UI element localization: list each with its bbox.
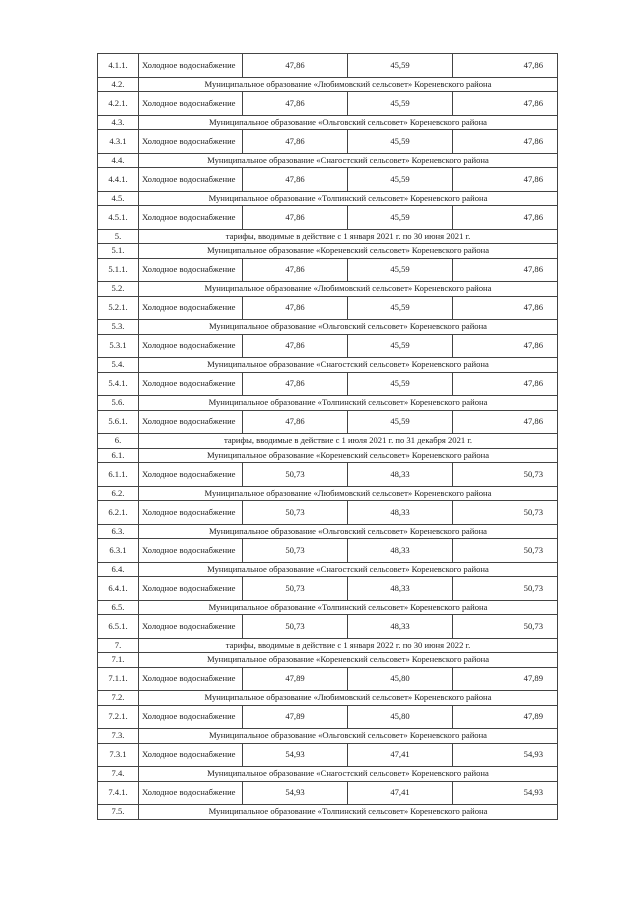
row-number: 5.2.1.	[98, 296, 139, 320]
tariff-value-2: 45,59	[348, 372, 453, 396]
tariff-value-1: 47,86	[243, 334, 348, 358]
service-name: Холодное водоснабжение	[139, 410, 243, 434]
row-number: 7.4.1.	[98, 781, 139, 805]
tariff-value-3: 47,86	[453, 410, 558, 434]
row-number: 7.5.	[98, 805, 139, 820]
row-number: 6.4.	[98, 562, 139, 577]
tariff-value-3: 50,73	[453, 615, 558, 639]
service-name: Холодное водоснабжение	[139, 615, 243, 639]
tariff-value-3: 47,86	[453, 334, 558, 358]
tariff-value-1: 47,86	[243, 130, 348, 154]
tariff-row	[98, 463, 558, 487]
tariff-table-body	[98, 54, 558, 820]
service-name: Холодное водоснабжение	[139, 501, 243, 525]
section-row	[98, 320, 558, 335]
tariff-value-2: 45,59	[348, 206, 453, 230]
section-row	[98, 691, 558, 706]
row-number: 4.3.1	[98, 130, 139, 154]
row-number: 5.1.1.	[98, 258, 139, 282]
section-title: Муниципальное образование «Толпинский сельсовет» Кореневского района	[139, 396, 558, 411]
section-title: Муниципальное образование «Ольговский сельсовет» Кореневского района	[139, 115, 558, 130]
tariff-value-2: 45,59	[348, 258, 453, 282]
tariff-value-2: 45,59	[348, 54, 453, 78]
section-title: Муниципальное образование «Любимовский сельсовет» Кореневского района	[139, 77, 558, 92]
tariff-value-1: 50,73	[243, 501, 348, 525]
section-row	[98, 805, 558, 820]
section-title: Муниципальное образование «Любимовский сельсовет» Кореневского района	[139, 486, 558, 501]
tariff-value-3: 47,86	[453, 206, 558, 230]
service-name: Холодное водоснабжение	[139, 667, 243, 691]
section-title: тарифы, вводимые в действие с 1 января 2021 г. по 30 июня 2021 г.	[139, 229, 558, 244]
tariff-value-1: 54,93	[243, 743, 348, 767]
service-name: Холодное водоснабжение	[139, 577, 243, 601]
tariff-value-2: 45,59	[348, 410, 453, 434]
section-row	[98, 358, 558, 373]
section-row	[98, 524, 558, 539]
row-number: 6.	[98, 434, 139, 449]
tariff-row	[98, 667, 558, 691]
tariff-value-3: 47,86	[453, 372, 558, 396]
tariff-row	[98, 372, 558, 396]
row-number: 4.5.1.	[98, 206, 139, 230]
section-title: Муниципальное образование «Толпинский сельсовет» Кореневского района	[139, 600, 558, 615]
service-name: Холодное водоснабжение	[139, 92, 243, 116]
section-row	[98, 191, 558, 206]
tariff-row	[98, 501, 558, 525]
section-row	[98, 729, 558, 744]
tariff-row	[98, 577, 558, 601]
tariff-value-1: 50,73	[243, 463, 348, 487]
tariff-value-3: 54,93	[453, 743, 558, 767]
section-title: Муниципальное образование «Ольговский сельсовет» Кореневского района	[139, 729, 558, 744]
row-number: 4.4.	[98, 153, 139, 168]
section-title: Муниципальное образование «Снагостский сельсовет» Кореневского района	[139, 358, 558, 373]
tariff-value-1: 54,93	[243, 781, 348, 805]
tariff-value-1: 50,73	[243, 539, 348, 563]
tariff-row	[98, 130, 558, 154]
service-name: Холодное водоснабжение	[139, 206, 243, 230]
section-row	[98, 638, 558, 653]
row-number: 5.	[98, 229, 139, 244]
section-title: тарифы, вводимые в действие с 1 июля 2021 г. по 31 декабря 2021 г.	[139, 434, 558, 449]
tariff-row	[98, 168, 558, 192]
row-number: 5.3.	[98, 320, 139, 335]
tariff-value-1: 47,86	[243, 54, 348, 78]
tariff-row	[98, 54, 558, 78]
section-title: Муниципальное образование «Любимовский сельсовет» Кореневского района	[139, 282, 558, 297]
row-number: 6.1.1.	[98, 463, 139, 487]
section-row	[98, 486, 558, 501]
tariff-row	[98, 705, 558, 729]
tariff-value-2: 48,33	[348, 539, 453, 563]
service-name: Холодное водоснабжение	[139, 705, 243, 729]
tariff-value-3: 50,73	[453, 463, 558, 487]
section-row	[98, 396, 558, 411]
tariff-row	[98, 539, 558, 563]
row-number: 4.4.1.	[98, 168, 139, 192]
tariff-row	[98, 743, 558, 767]
service-name: Холодное водоснабжение	[139, 130, 243, 154]
row-number: 5.4.1.	[98, 372, 139, 396]
tariff-row	[98, 334, 558, 358]
service-name: Холодное водоснабжение	[139, 539, 243, 563]
section-row	[98, 153, 558, 168]
tariff-value-1: 47,86	[243, 258, 348, 282]
section-title: Муниципальное образование «Снагостский сельсовет» Кореневского района	[139, 562, 558, 577]
tariff-value-1: 47,86	[243, 372, 348, 396]
tariff-value-3: 47,89	[453, 667, 558, 691]
service-name: Холодное водоснабжение	[139, 463, 243, 487]
tariff-value-1: 47,89	[243, 667, 348, 691]
tariff-value-1: 50,73	[243, 577, 348, 601]
tariff-value-1: 50,73	[243, 615, 348, 639]
section-title: Муниципальное образование «Снагостский сельсовет» Кореневского района	[139, 153, 558, 168]
tariff-value-1: 47,86	[243, 206, 348, 230]
service-name: Холодное водоснабжение	[139, 168, 243, 192]
section-row	[98, 562, 558, 577]
tariff-value-2: 45,80	[348, 667, 453, 691]
tariff-value-3: 47,86	[453, 54, 558, 78]
row-number: 6.2.1.	[98, 501, 139, 525]
tariff-value-2: 48,33	[348, 501, 453, 525]
tariff-value-1: 47,86	[243, 296, 348, 320]
tariff-value-3: 50,73	[453, 577, 558, 601]
row-number: 6.3.1	[98, 539, 139, 563]
service-name: Холодное водоснабжение	[139, 54, 243, 78]
section-title: Муниципальное образование «Толпинский сельсовет» Кореневского района	[139, 191, 558, 206]
tariff-value-3: 50,73	[453, 501, 558, 525]
section-row	[98, 282, 558, 297]
tariff-value-3: 47,89	[453, 705, 558, 729]
section-row	[98, 600, 558, 615]
tariff-value-3: 47,86	[453, 130, 558, 154]
tariff-value-2: 45,59	[348, 130, 453, 154]
row-number: 5.6.1.	[98, 410, 139, 434]
section-row	[98, 229, 558, 244]
section-row	[98, 767, 558, 782]
tariff-value-2: 45,59	[348, 168, 453, 192]
section-title: Муниципальное образование «Ольговский сельсовет» Кореневского района	[139, 524, 558, 539]
row-number: 5.6.	[98, 396, 139, 411]
tariff-value-2: 47,41	[348, 743, 453, 767]
tariff-value-3: 47,86	[453, 296, 558, 320]
row-number: 7.2.1.	[98, 705, 139, 729]
row-number: 5.1.	[98, 244, 139, 259]
service-name: Холодное водоснабжение	[139, 743, 243, 767]
tariff-row	[98, 92, 558, 116]
row-number: 6.1.	[98, 448, 139, 463]
tariff-value-3: 54,93	[453, 781, 558, 805]
service-name: Холодное водоснабжение	[139, 781, 243, 805]
tariff-value-3: 50,73	[453, 539, 558, 563]
tariff-value-1: 47,86	[243, 410, 348, 434]
tariff-value-2: 47,41	[348, 781, 453, 805]
tariff-value-2: 48,33	[348, 577, 453, 601]
section-title: Муниципальное образование «Снагостский сельсовет» Кореневского района	[139, 767, 558, 782]
tariff-row	[98, 410, 558, 434]
row-number: 5.3.1	[98, 334, 139, 358]
section-title: Муниципальное образование «Любимовский сельсовет» Кореневского района	[139, 691, 558, 706]
section-row	[98, 115, 558, 130]
service-name: Холодное водоснабжение	[139, 372, 243, 396]
row-number: 4.5.	[98, 191, 139, 206]
tariff-table	[97, 53, 558, 820]
row-number: 7.3.	[98, 729, 139, 744]
row-number: 4.1.1.	[98, 54, 139, 78]
row-number: 5.4.	[98, 358, 139, 373]
section-row	[98, 448, 558, 463]
section-title: Муниципальное образование «Ольговский сельсовет» Кореневского района	[139, 320, 558, 335]
section-title: Муниципальное образование «Кореневский сельсовет» Кореневского района	[139, 653, 558, 668]
service-name: Холодное водоснабжение	[139, 258, 243, 282]
row-number: 7.1.	[98, 653, 139, 668]
tariff-value-2: 45,59	[348, 296, 453, 320]
row-number: 5.2.	[98, 282, 139, 297]
tariff-value-2: 45,59	[348, 334, 453, 358]
row-number: 7.3.1	[98, 743, 139, 767]
row-number: 6.5.1.	[98, 615, 139, 639]
section-title: тарифы, вводимые в действие с 1 января 2022 г. по 30 июня 2022 г.	[139, 638, 558, 653]
section-title: Муниципальное образование «Кореневский сельсовет» Кореневского района	[139, 244, 558, 259]
tariff-row	[98, 206, 558, 230]
section-row	[98, 434, 558, 449]
row-number: 6.5.	[98, 600, 139, 615]
section-title: Муниципальное образование «Кореневский сельсовет» Кореневского района	[139, 448, 558, 463]
tariff-row	[98, 258, 558, 282]
section-row	[98, 244, 558, 259]
row-number: 7.	[98, 638, 139, 653]
row-number: 4.2.	[98, 77, 139, 92]
row-number: 6.2.	[98, 486, 139, 501]
service-name: Холодное водоснабжение	[139, 296, 243, 320]
row-number: 6.3.	[98, 524, 139, 539]
section-row	[98, 653, 558, 668]
tariff-value-2: 45,59	[348, 92, 453, 116]
tariff-value-1: 47,86	[243, 92, 348, 116]
tariff-value-3: 47,86	[453, 92, 558, 116]
section-row	[98, 77, 558, 92]
row-number: 7.4.	[98, 767, 139, 782]
tariff-value-1: 47,89	[243, 705, 348, 729]
row-number: 4.3.	[98, 115, 139, 130]
row-number: 7.2.	[98, 691, 139, 706]
tariff-value-1: 47,86	[243, 168, 348, 192]
row-number: 7.1.1.	[98, 667, 139, 691]
tariff-value-2: 48,33	[348, 615, 453, 639]
section-title: Муниципальное образование «Толпинский сельсовет» Кореневского района	[139, 805, 558, 820]
service-name: Холодное водоснабжение	[139, 334, 243, 358]
row-number: 6.4.1.	[98, 577, 139, 601]
tariff-row	[98, 296, 558, 320]
tariff-row	[98, 781, 558, 805]
tariff-value-2: 48,33	[348, 463, 453, 487]
row-number: 4.2.1.	[98, 92, 139, 116]
tariff-value-3: 47,86	[453, 258, 558, 282]
tariff-row	[98, 615, 558, 639]
tariff-value-2: 45,80	[348, 705, 453, 729]
tariff-value-3: 47,86	[453, 168, 558, 192]
